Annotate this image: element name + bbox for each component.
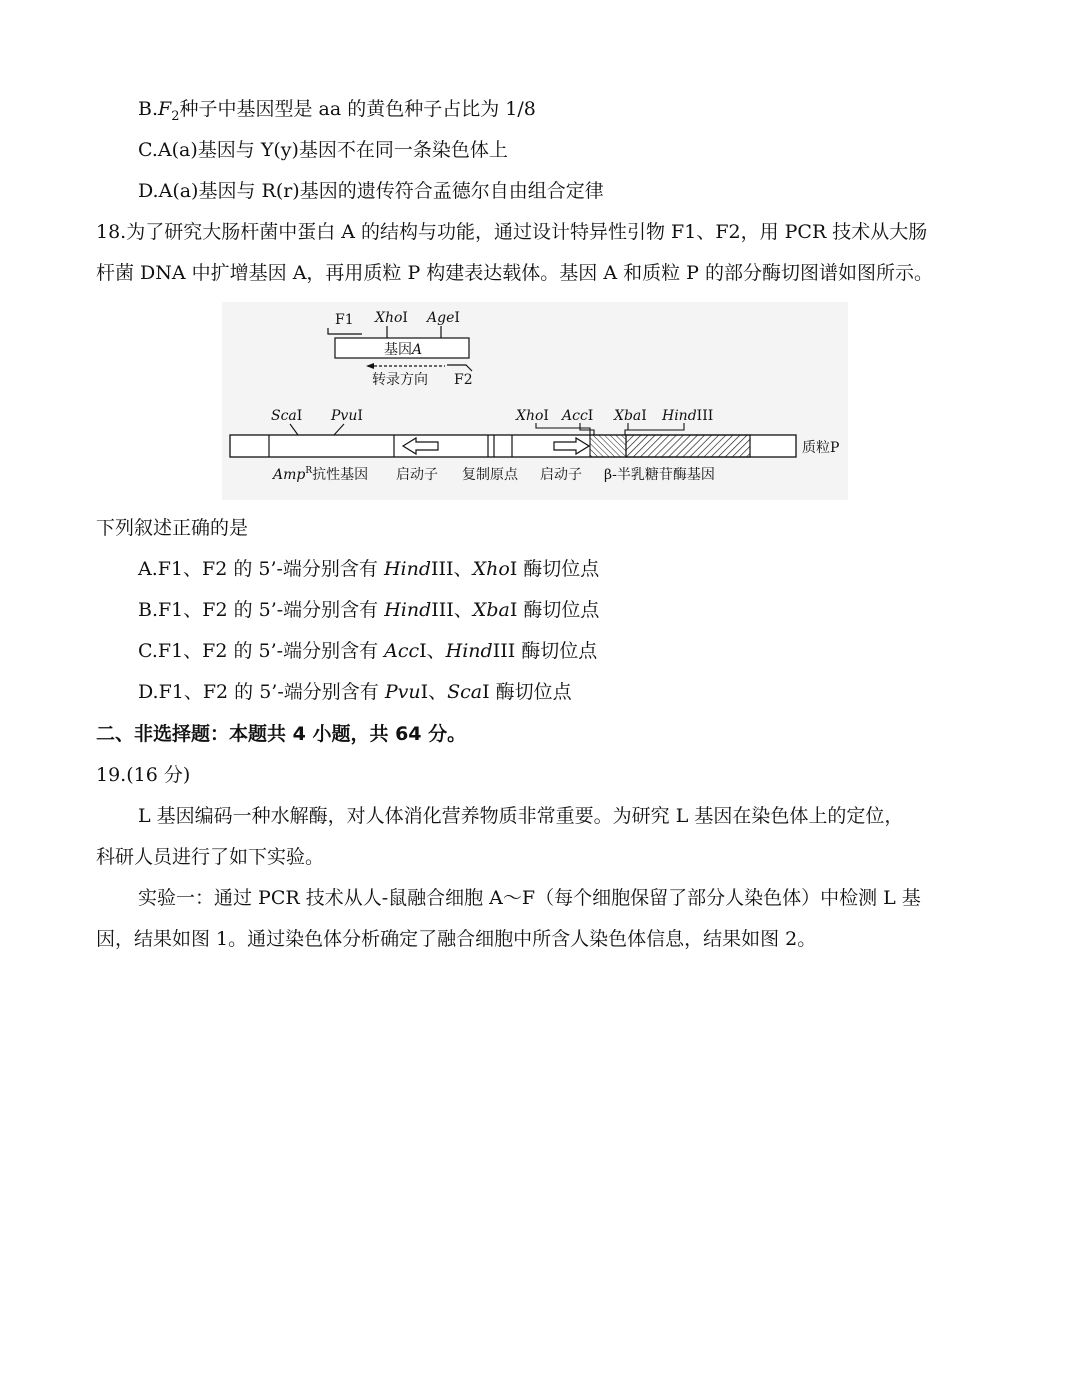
lacz-gene-box [626, 435, 750, 457]
xhoi-label-plasmid: XhoI [516, 408, 549, 424]
q17-option-b: $B.F_2$种子中基因型是 aa 的黄色种子占比为 1/8 [138, 98, 536, 124]
gene-a-box-label: 基因A [384, 342, 423, 358]
q18-option-b: B.F1、F2 的 5’-端分别含有 HindIII、XbaI 酶切位点 [138, 599, 600, 621]
acci-label: AccI [562, 408, 594, 424]
hindiii-label: HindIII [662, 408, 714, 424]
q17-option-d: D.A(a)基因与 R(r)基因的遗传符合孟德尔自由组合定律 [138, 180, 604, 202]
hindiii-tick [626, 423, 684, 430]
q19-header: 19.(16 分) [96, 764, 191, 786]
pvui-label: PvuI [331, 408, 363, 424]
f2-primer-arrow [447, 365, 472, 371]
q19-paragraph2-line2: 因，结果如图 1。通过染色体分析确定了融合细胞中所含人染色体信息，结果如图 2。 [96, 928, 817, 950]
mcs-region [590, 435, 626, 457]
q18-option-c: C.F1、F2 的 5’-端分别含有 AccI、HindIII 酶切位点 [138, 640, 598, 662]
scai-label: ScaI [271, 408, 303, 424]
f1-primer-arrow [328, 328, 362, 334]
f1-label: F1 [335, 312, 354, 328]
acci-tick [580, 423, 594, 435]
q18-stem-line2: 杆菌 DNA 中扩增基因 A，再用质粒 P 构建表达载体。基因 A 和质粒 P 的部分酶切图谱如图所示。 [96, 262, 933, 284]
section2-heading: 二、非选择题：本题共 4 小题，共 64 分。 [96, 723, 467, 745]
lacz-label: β-半乳糖苷酶基因 [604, 467, 715, 483]
transcription-arrowhead [366, 363, 374, 369]
q19-paragraph2-line1: 实验一：通过 PCR 技术从人-鼠融合细胞 A～F（每个细胞保留了部分人染色体）中检测 L 基 [138, 887, 921, 909]
transcription-direction-label: 转录方向 [372, 372, 428, 388]
q18-prompt: 下列叙述正确的是 [96, 517, 249, 539]
amp-resistance-label: Amp$^R$抗性基因 [273, 466, 369, 483]
xbai-tick [625, 423, 628, 435]
gene-a-map [328, 310, 473, 388]
xhoi-label-gene: XhoI [375, 310, 408, 326]
q19-paragraph1-line1: L 基因编码一种水解酶，对人体消化营养物质非常重要。为研究 L 基因在染色体上的定位， [138, 805, 904, 827]
pvui-tick [334, 424, 344, 435]
agei-label: AgeI [427, 310, 460, 326]
f2-label: F2 [454, 372, 473, 388]
ori-label: 复制原点 [462, 467, 518, 483]
promoter2-label: 启动子 [540, 467, 582, 483]
restriction-map-figure [222, 302, 848, 500]
scai-tick [290, 424, 298, 435]
promoter1-label: 启动子 [396, 467, 438, 483]
xhoi-tick-plasmid [536, 423, 590, 435]
plasmid-p-name: 质粒P [802, 440, 840, 456]
q18-option-d: D.F1、F2 的 5’-端分别含有 PvuI、ScaI 酶切位点 [138, 681, 572, 703]
q17-option-c: C.A(a)基因与 Y(y)基因不在同一条染色体上 [138, 139, 508, 161]
q19-paragraph1-line2: 科研人员进行了如下实验。 [96, 846, 325, 868]
xbai-label: XbaI [614, 408, 647, 424]
q18-option-a: A.F1、F2 的 5’-端分别含有 HindIII、XhoI 酶切位点 [138, 558, 600, 580]
restriction-map-svg [222, 302, 848, 500]
q18-stem-line1: 18.为了研究大肠杆菌中蛋白 A 的结构与功能，通过设计特异性引物 F1、F2，用 PCR 技术从大肠 [96, 221, 928, 243]
plasmid-p-map [230, 408, 839, 483]
